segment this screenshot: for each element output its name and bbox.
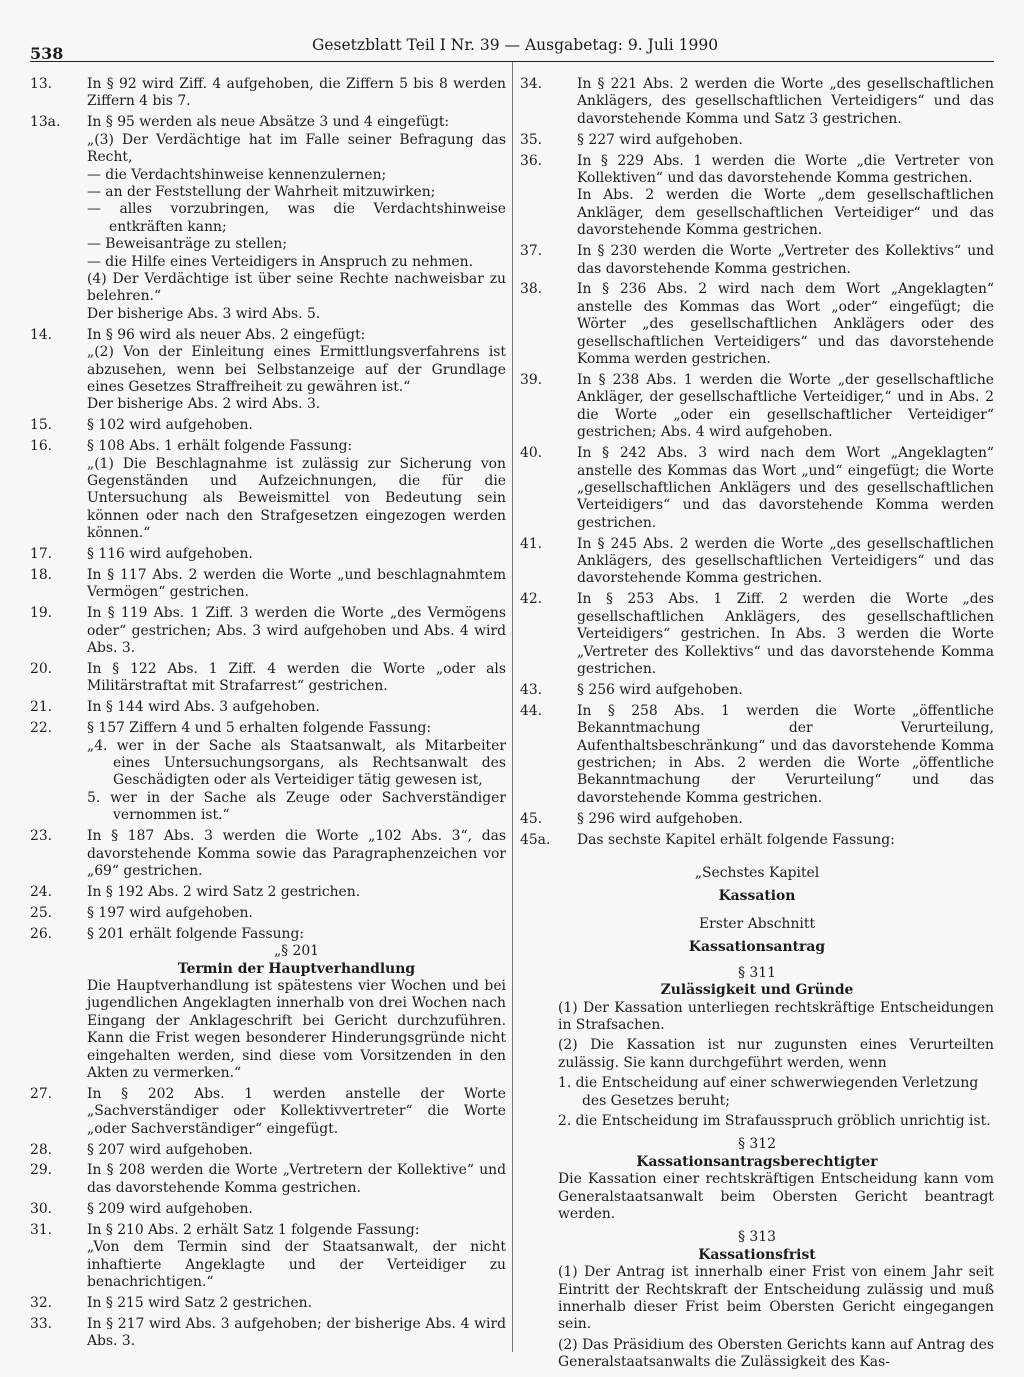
paragraph-body: Die Hauptverhandlung ist spätestens vier Wochen und bei jugendlichen Angeklagten innerhalb von drei Wochen nach Eingang der Anklageschrift bei Gericht durchzuführen. Kann die Frist wegen besonderer Hinderungsgründe nicht eingehalten werden, sind diese vom Vorsitzenden in den Akten zu vermerken.“ (87, 977, 506, 1081)
item-text: In § 258 Abs. 1 werden die Worte „öffentliche Bekanntmachung der Verurteilung, Aufenthaltsbeschränkung“ und das davorstehende Komma gestrichen; in Abs. 2 werden die Worte „öffentliche Bekanntmachung der Verurteilung“ und das davorstehende Komma gestrichen. (577, 702, 994, 806)
item-number: 24. (30, 883, 53, 900)
list-item (520, 132, 994, 149)
quote-text: „(1) Die Beschlagnahme ist zulässig zur Sicherung von Gegenständen und Aufzeichnungen, die für die Untersuchung als Beweismittel von Bedeutung sein können oder nach den Strafgesetzen eingezogen werden können.“ (87, 455, 506, 542)
item-number: 44. (520, 702, 543, 719)
dash-item: — die Hilfe eines Verteidigers in Anspruch zu nehmen. (87, 253, 473, 270)
list-item (520, 243, 994, 278)
item-text: § 296 wird aufgehoben. (577, 810, 743, 827)
item-text: In § 95 werden als neue Absätze 3 und 4 eingefügt: (87, 114, 450, 131)
item-number: 38. (520, 281, 543, 298)
list-item (520, 281, 994, 368)
item-number: 31. (30, 1221, 53, 1238)
item-text: In § 242 Abs. 3 wird nach dem Wort „Angeklagten“ anstelle des Kommas das Wort „und“ eingefügt; die Worte „gesellschaftlichen Anklägers und des gesellschaftlichen Verteidigers“ und das davorstehende Komma werden gestrichen. (577, 445, 994, 531)
numbered-item: 1. die Entscheidung auf einer schwerwiegenden Verletzung des Gesetzes beruht; (558, 1075, 979, 1109)
item-number: 25. (30, 904, 53, 921)
item-number: 13. (30, 76, 53, 92)
list-item (30, 720, 506, 824)
list-item (520, 372, 994, 442)
paragraph-number: „§ 201 (273, 943, 320, 960)
item-number: 42. (520, 591, 543, 608)
list-item (520, 832, 994, 849)
sub-item: 5. wer in der Sache als Zeuge oder Sachverständiger vernommen ist.“ (87, 789, 506, 824)
list-item (30, 567, 506, 602)
item-text: In § 229 Abs. 1 werden die Worte „die Vertreter von Kollektiven“ und das davorstehende Komma gestrichen. (577, 152, 994, 187)
item-text: § 256 wird aufgehoben. (577, 681, 743, 698)
quote-text: „(3) Der Verdächtige hat im Falle seiner Befragung das Recht, (87, 131, 506, 166)
chapter-label: „Sechstes Kapitel (694, 865, 820, 882)
item-number: 21. (30, 699, 53, 716)
list-item (30, 828, 506, 880)
item-text: § 209 wird aufgehoben. (87, 1200, 253, 1217)
paragraph-number: § 313 (738, 1229, 776, 1246)
item-number: 43. (520, 681, 543, 698)
item-number: 37. (520, 243, 543, 260)
item-number: 18. (30, 566, 53, 583)
item-number: 28. (30, 1141, 53, 1158)
quote-text: Der bisherige Abs. 3 wird Abs. 5. (87, 305, 321, 322)
quote-text: (4) Der Verdächtige ist über seine Rechte nachweisbar zu belehren.“ (87, 270, 506, 305)
right-column (520, 76, 994, 1375)
item-text: In § 117 Abs. 2 werden die Worte „und beschlagnahmtem Vermögen“ gestrichen. (87, 566, 506, 601)
item-text: In § 230 werden die Worte „Vertreter des Kollektivs“ und das davorstehende Komma gestrichen. (577, 243, 994, 277)
item-text: In § 253 Abs. 1 Ziff. 2 werden die Worte „des gesellschaftlichen Anklägers, des gesellschaftlichen Verteidigers“ gestrichen. In Abs. 3 werden die Worte „Vertreter des Kollektivs“ und das davorstehende Komma gestrichen. (577, 591, 994, 677)
item-text: In § 245 Abs. 2 werden die Worte „des gesellschaftlichen Anklägers, des gesellschaftlichen Verteidigers“ und das davorstehende Komma gestrichen. (577, 535, 994, 587)
item-text: In § 217 wird Abs. 3 aufgehoben; der bisherige Abs. 4 wird Abs. 3. (87, 1315, 506, 1350)
item-text: In § 92 wird Ziff. 4 aufgehoben, die Ziffern 5 bis 8 werden Ziffern 4 bis 7. (87, 76, 506, 110)
item-text: In § 238 Abs. 1 werden die Worte „der gesellschaftliche Ankläger, der gesellschaftliche Verteidiger,“ und in Abs. 2 die Worte „oder ein gesellschaftlicher Verteidiger“ gestrichen; Abs. 4 wird aufgehoben. (577, 372, 994, 441)
list-item (30, 661, 506, 696)
item-number: 30. (30, 1200, 53, 1217)
section-title: Kassationsantrag (688, 939, 826, 956)
list-item (30, 605, 506, 657)
item-text: In § 192 Abs. 2 wird Satz 2 gestrichen. (87, 883, 361, 900)
quote-text: „Von dem Termin sind der Staatsanwalt, der nicht inhaftierte Angeklagte und der Verteidiger zu benachrichtigen.“ (87, 1239, 506, 1290)
list-item (520, 536, 994, 588)
item-text: § 116 wird aufgehoben. (87, 546, 253, 563)
item-text: In § 96 wird als neuer Abs. 2 eingefügt: (87, 326, 366, 343)
item-number: 17. (30, 546, 53, 563)
item-number: 35. (520, 131, 543, 148)
paragraph-heading: Termin der Hauptverhandlung (177, 960, 416, 977)
item-number: 45a. (520, 831, 551, 848)
list-item (30, 417, 506, 434)
item-text: § 102 wird aufgehoben. (87, 417, 253, 434)
paragraph-body (520, 1171, 994, 1223)
item-number: 39. (520, 372, 543, 388)
item-number: 34. (520, 76, 543, 92)
item-number: 16. (30, 438, 53, 455)
paragraph-313 (520, 1229, 994, 1264)
paragraph-312 (520, 1136, 994, 1171)
paragraph-heading: Kassationsantragsberechtigter (636, 1153, 878, 1170)
list-item (30, 699, 506, 716)
chapter-heading (520, 865, 994, 957)
list-item (30, 1295, 506, 1312)
item-text: § 207 wird aufgehoben. (87, 1141, 253, 1158)
paragraph-311 (520, 965, 994, 1000)
item-number: 26. (30, 925, 53, 942)
list-item (520, 591, 994, 678)
item-text: § 108 Abs. 1 erhält folgende Fassung: (87, 438, 353, 455)
item-text: In § 144 wird Abs. 3 aufgehoben. (87, 699, 320, 716)
item-number: 13a. (30, 114, 61, 131)
dash-item: — an der Feststellung der Wahrheit mitzuwirken; (87, 183, 436, 200)
list-item (30, 327, 506, 414)
paragraph-body (520, 1000, 994, 1073)
list-item (520, 445, 994, 532)
item-text: In Abs. 2 werden die Worte „dem gesellschaftlichen Ankläger, dem gesellschaftlichen Verteidiger“ und das davorstehende Komma gestrichen. (577, 187, 994, 239)
list-item (30, 1086, 506, 1138)
list-item (520, 682, 994, 699)
paragraph-number: § 311 (738, 964, 776, 981)
item-number: 32. (30, 1294, 53, 1311)
item-text: In § 236 Abs. 2 wird nach dem Wort „Angeklagten“ anstelle des Kommas das Wort „oder“ eingefügt; die Wörter „des gesellschaftlichen Anklägers oder des gesellschaftlichen Verteidigers“ und das davorstehende Komma werden gestrichen. (577, 281, 994, 368)
list-item (520, 811, 994, 828)
item-number: 20. (30, 661, 53, 677)
dash-item: — die Verdachtshinweise kennenzulernen; (87, 166, 387, 183)
item-number: 27. (30, 1085, 53, 1102)
item-text: Das sechste Kapitel erhält folgende Fassung: (577, 831, 895, 848)
item-number: 36. (520, 152, 543, 169)
item-number: 22. (30, 720, 53, 737)
item-text: § 227 wird aufgehoben. (577, 131, 743, 148)
list-item (30, 1222, 506, 1292)
item-text: § 197 wird aufgehoben. (87, 904, 253, 921)
list-item (30, 114, 506, 323)
item-number: 41. (520, 535, 543, 552)
list-item (30, 926, 506, 1083)
list-item (30, 1316, 506, 1351)
paragraph-text: (1) Der Antrag ist innerhalb einer Frist von einem Jahr seit Eintritt der Rechtskraft der Entscheidung zulässig und muß innerhalb dieser Frist beim Obersten Gericht eingegangen sein. (558, 1264, 994, 1333)
numbered-item: 2. die Entscheidung im Strafausspruch gröblich unrichtig ist. (558, 1112, 991, 1129)
item-number: 40. (520, 445, 543, 462)
item-text: In § 122 Abs. 1 Ziff. 4 werden die Worte „oder als Militärstraftat mit Strafarrest“ gestrichen. (87, 661, 506, 695)
page-number: 538 (30, 44, 64, 63)
item-text: In § 215 wird Satz 2 gestrichen. (87, 1294, 312, 1311)
item-text: In § 221 Abs. 2 werden die Worte „des gesellschaftlichen Anklägers, des gesellschaftlichen Verteidigers“ und das davorstehende Komma und Satz 3 gestrichen. (577, 76, 994, 127)
item-number: 15. (30, 417, 53, 434)
item-number: 33. (30, 1315, 53, 1332)
list-item (30, 1162, 506, 1197)
list-item (30, 884, 506, 901)
item-text: In § 119 Abs. 1 Ziff. 3 werden die Worte „des Vermögens oder“ gestrichen; Abs. 3 wird aufgehoben und Abs. 4 wird Abs. 3. (87, 605, 506, 657)
section-label: Erster Abschnitt (698, 915, 816, 932)
paragraph-text: (2) Die Kassation ist nur zugunsten eines Verurteilten zulässig. Sie kann durchgeführt werden, wenn (558, 1037, 994, 1071)
list-item (30, 905, 506, 922)
quote-text: Der bisherige Abs. 2 wird Abs. 3. (87, 396, 321, 413)
item-number: 23. (30, 828, 53, 845)
sub-item: „4. wer in der Sache als Staatsanwalt, als Mitarbeiter eines Untersuchungsorgans, als Rechtsanwalt des Geschädigten oder als Verteidiger tätig gewesen ist, (87, 737, 506, 789)
item-text: § 201 erhält folgende Fassung: (87, 925, 305, 942)
dash-item: — Beweisanträge zu stellen; (87, 236, 288, 253)
paragraph-heading: Kassationsfrist (698, 1246, 816, 1263)
paragraph-heading: Zulässigkeit und Gründe (660, 982, 854, 999)
paragraph-text: (2) Das Präsidium des Obersten Gerichts kann auf Antrag des Generalstaatsanwalts die Zulässigkeit des Kas- (558, 1336, 994, 1371)
list-item (30, 546, 506, 563)
item-number: 14. (30, 326, 53, 343)
paragraph-body (520, 1264, 994, 1371)
dash-item: — alles vorzubringen, was die Verdachtshinweise entkräften kann; (87, 201, 506, 235)
list-item (30, 76, 506, 111)
chapter-title: Kassation (718, 888, 796, 905)
list-item (30, 1201, 506, 1218)
paragraph-text: (1) Der Kassation unterliegen rechtskräftige Entscheidungen in Strafsachen. (558, 999, 994, 1033)
item-text: In § 202 Abs. 1 werden anstelle der Worte „Sachverständiger oder Kollektivvertreter“ die Worte „oder Sachverständiger“ eingefügt. (87, 1085, 506, 1137)
item-text: § 157 Ziffern 4 und 5 erhalten folgende Fassung: (87, 720, 432, 737)
column-divider (512, 62, 513, 1352)
paragraph-number: § 312 (738, 1136, 776, 1153)
numbered-list (520, 1075, 994, 1130)
quote-text: „(2) Von der Einleitung eines Ermittlungsverfahrens ist abzusehen, wenn bei Selbstanzeige auf der Grundlage eines Gesetzes Straffreiheit zu gewähren ist.“ (87, 344, 506, 395)
item-text: In § 187 Abs. 3 werden die Worte „102 Abs. 3“, das davorstehende Komma sowie das Paragraphenzeichen vor „69“ gestrichen. (87, 828, 506, 879)
item-number: 19. (30, 605, 53, 622)
item-text: In § 208 werden die Worte „Vertretern der Kollektive“ und das davorstehende Komma gestrichen. (87, 1162, 506, 1196)
item-number: 29. (30, 1162, 53, 1179)
list-item (520, 153, 994, 240)
page-header: Gesetzblatt Teil I Nr. 39 — Ausgabetag: 9. Juli 1990 (312, 36, 719, 54)
list-item (30, 1142, 506, 1159)
item-text: In § 210 Abs. 2 erhält Satz 1 folgende Fassung: (87, 1221, 420, 1238)
list-item (30, 438, 506, 542)
list-item (520, 76, 994, 128)
list-item (520, 703, 994, 807)
item-number: 45. (520, 810, 543, 827)
paragraph-text: Die Kassation einer rechtskräftigen Entscheidung kann vom Generalstaatsanwalt beim Obersten Gericht beantragt werden. (558, 1171, 994, 1222)
left-column (30, 76, 506, 1354)
